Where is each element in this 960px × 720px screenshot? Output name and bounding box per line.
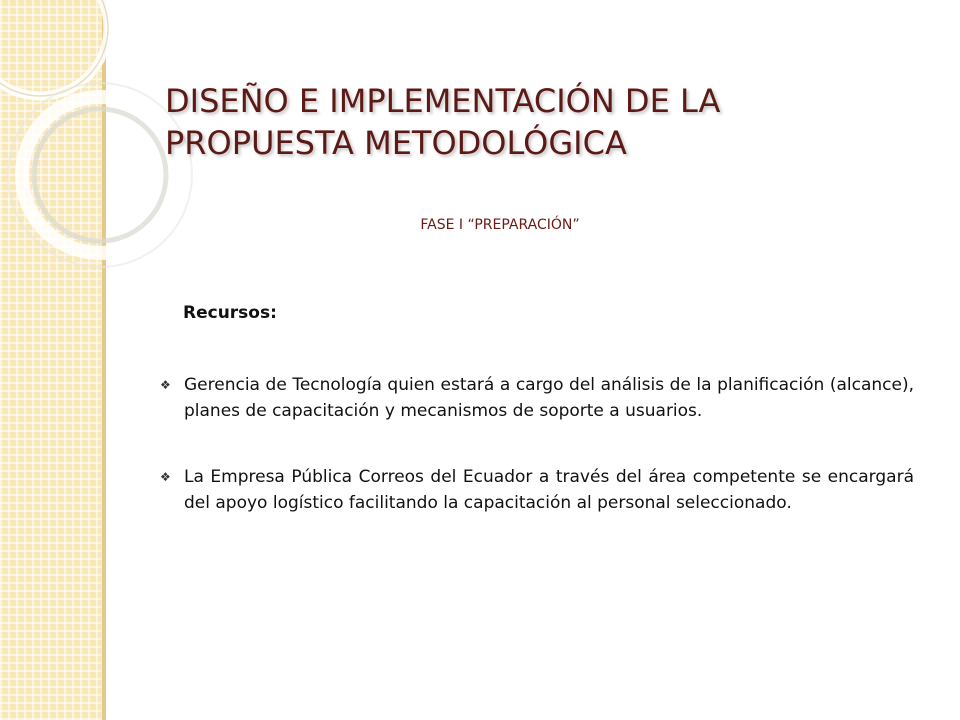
bullet-list: [160, 372, 914, 556]
bullet-item: [160, 372, 914, 424]
bullet-text: La Empresa Pública Correos del Ecuador a través del área competente se encargará del apoyo logístico facilitando la capacitación al personal seleccionado.: [184, 467, 914, 513]
section-label: Recursos:: [183, 303, 277, 323]
slide-title-line-1: DISEÑO E IMPLEMENTACIÓN DE LA: [165, 82, 721, 120]
slide-title: [165, 80, 925, 164]
bullet-text: Gerencia de Tecnología quien estará a cargo del análisis de la planificación (alcance), planes de capacitación y mecanismos de soporte a usuarios.: [184, 375, 914, 421]
bullet-item: [160, 464, 914, 516]
diamond-bullet-icon: ❖: [160, 470, 171, 484]
diamond-bullet-icon: ❖: [160, 378, 171, 392]
slide-title-line-2: PROPUESTA METODOLÓGICA: [165, 124, 627, 162]
slide-subtitle: FASE I “PREPARACIÓN”: [420, 217, 580, 233]
